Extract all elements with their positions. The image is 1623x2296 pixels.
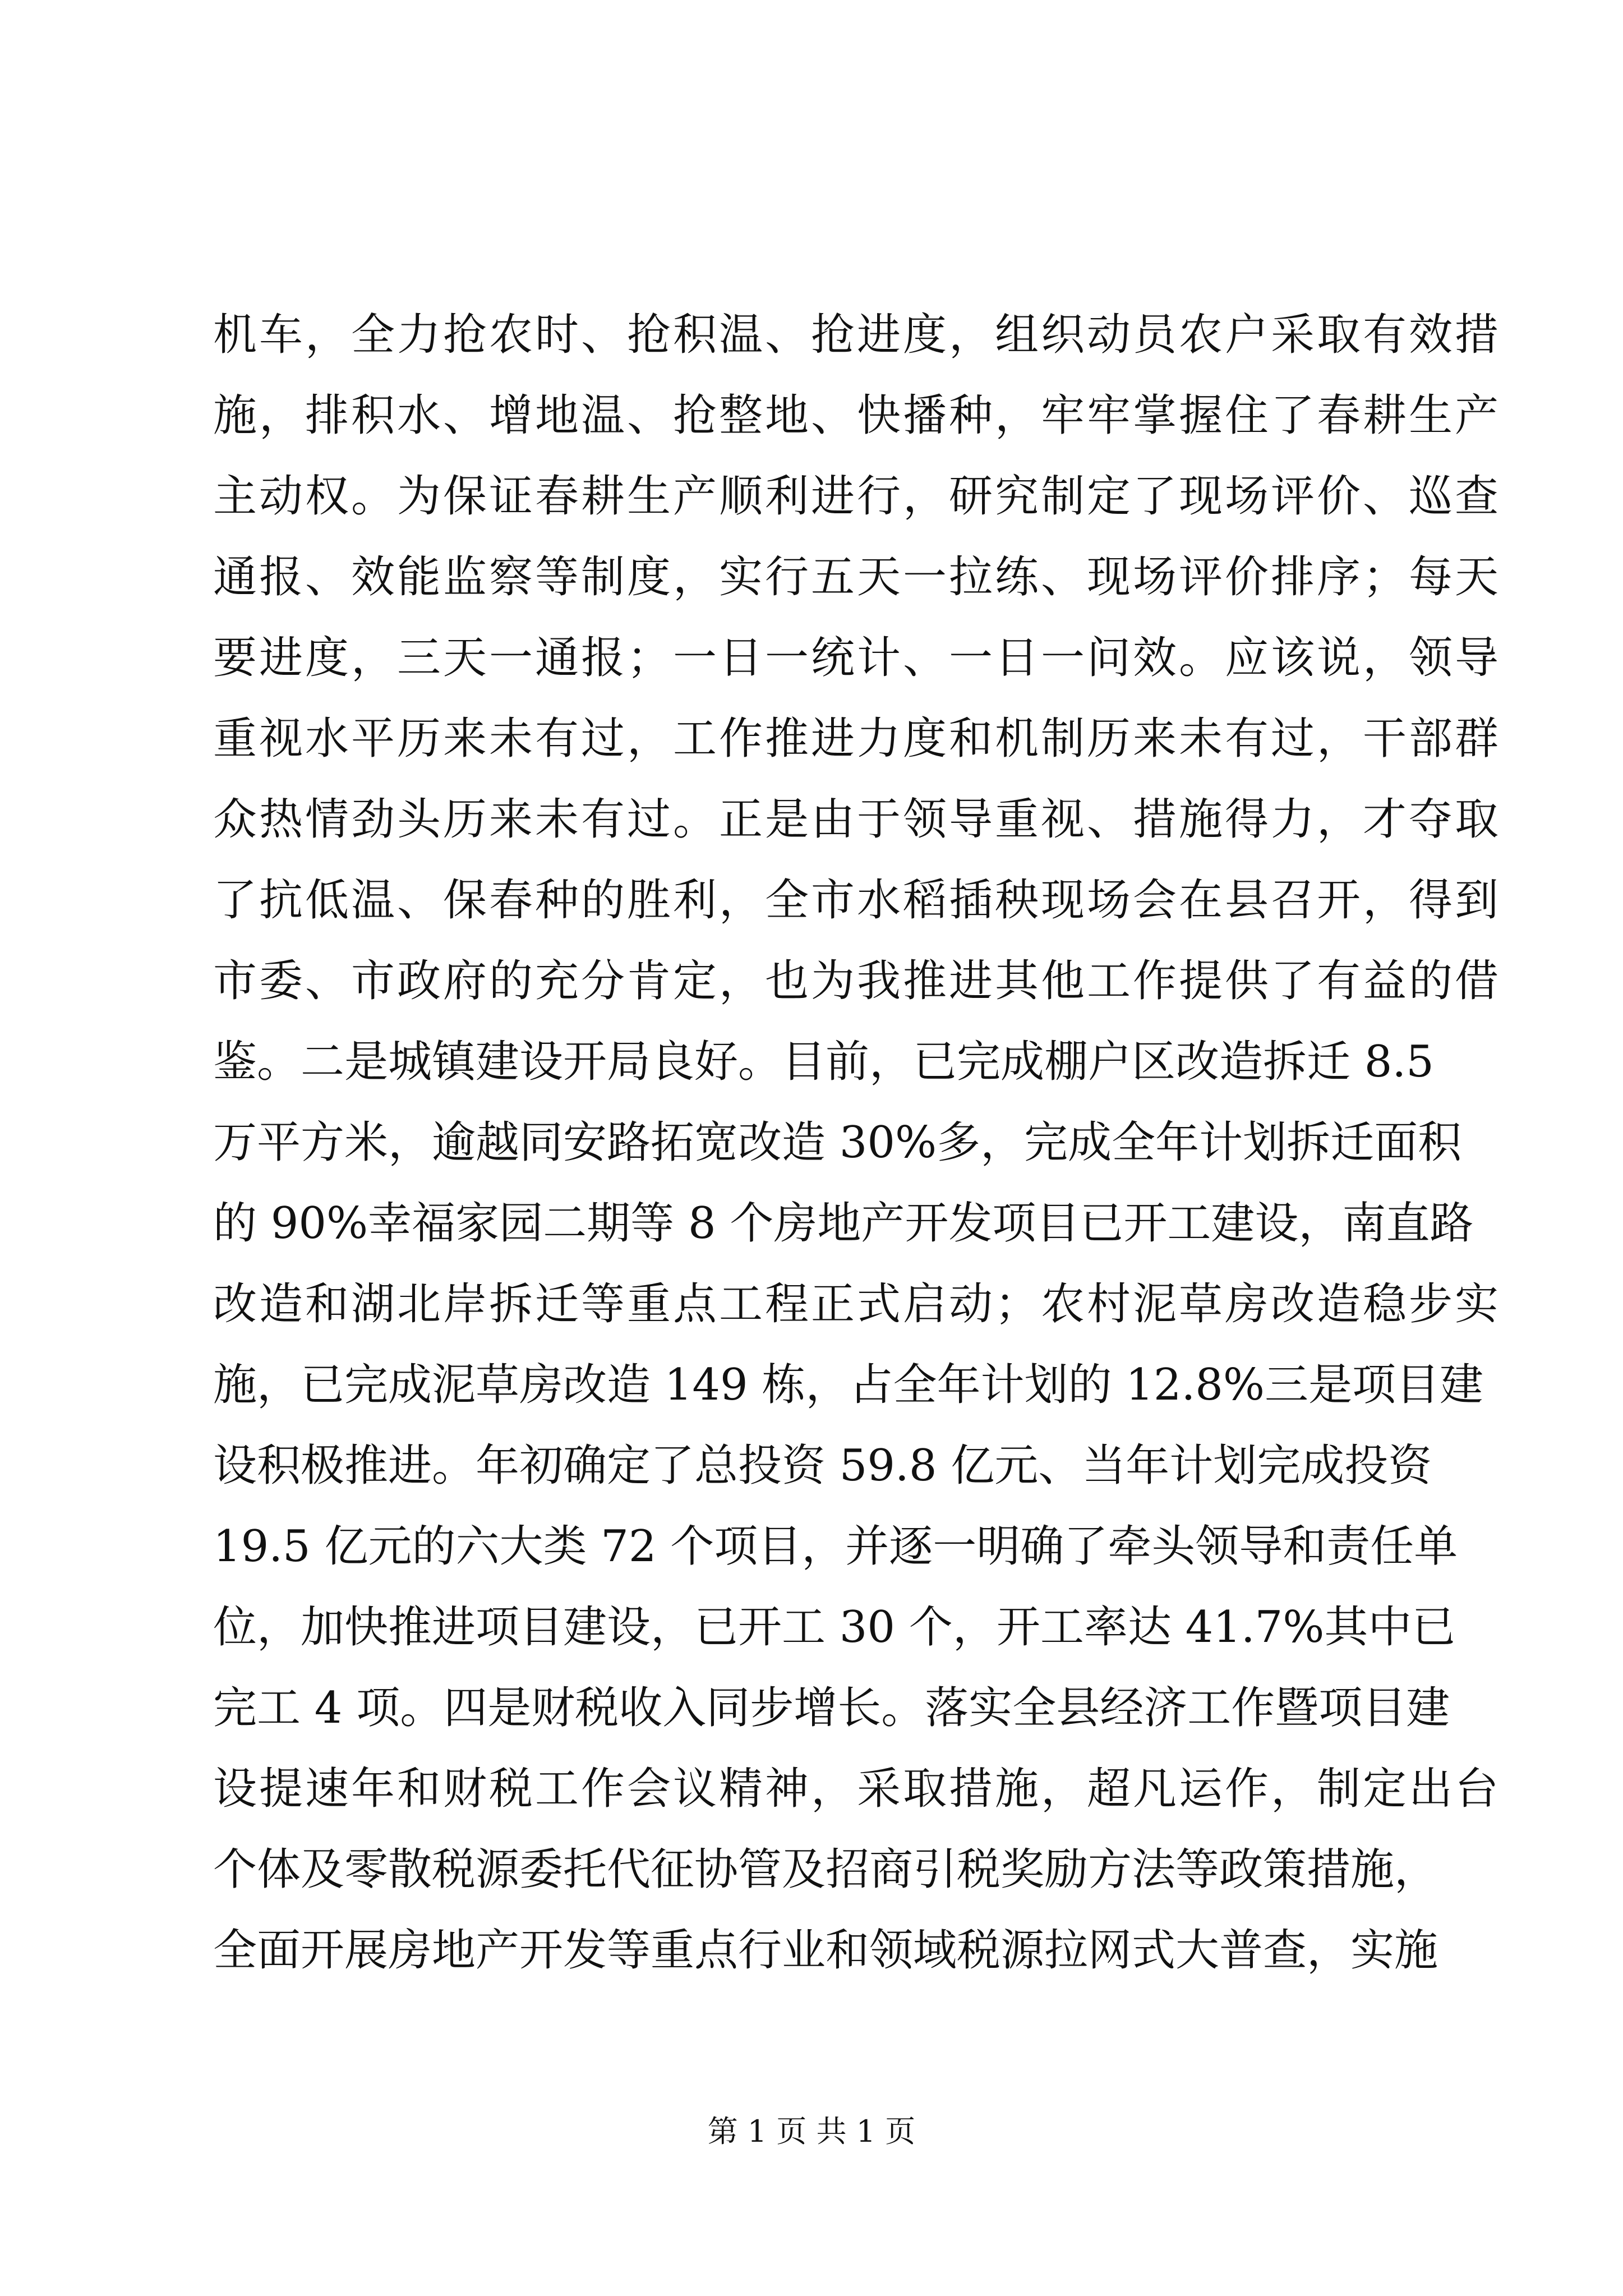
text-line: 设积极推进。年初确定了总投资 59.8 亿元、当年计划完成投资 (213, 1441, 1432, 1491)
text-line: 完工 4 项。四是财税收入同步增长。落实全县经济工作暨项目建 (213, 1683, 1450, 1733)
text-line: 位，加快推进项目建设，已开工 30 个，开工率达 41.7%其中已 (213, 1602, 1456, 1653)
text-line: 施，排积水、增地温、抢整地、快播种，牢牢掌握住了春耕生产 (213, 390, 1501, 441)
text-line: 施，已完成泥草房改造 149 栋，占全年计划的 12.8%三是项目建 (213, 1360, 1484, 1410)
page-footer (0, 2112, 1623, 2151)
page-number-label: 第 1 页 共 1 页 (707, 2114, 916, 2149)
text-line: 主动权。为保证春耕生产顺利进行，研究制定了现场评价、巡查 (213, 471, 1501, 522)
text-line: 众热情劲头历来未有过。正是由于领导重视、措施得力，才夺取 (213, 794, 1501, 845)
text-line: 要进度，三天一通报；一日一统计、一日一问效。应该说，领导 (213, 633, 1501, 683)
text-line: 通报、效能监察等制度，实行五天一拉练、现场评价排序；每天 (213, 552, 1501, 602)
text-line: 机车，全力抢农时、抢积温、抢进度，组织动员农户采取有效措 (213, 310, 1501, 360)
text-line: 设提速年和财税工作会议精神，采取措施，超凡运作，制定出台 (213, 1764, 1501, 1814)
text-line: 改造和湖北岸拆迁等重点工程正式启动；农村泥草房改造稳步实 (213, 1279, 1501, 1329)
text-line: 全面开展房地产开发等重点行业和领域税源拉网式大普查，实施 (213, 1925, 1438, 1976)
text-line: 市委、市政府的充分肯定，也为我推进其他工作提供了有益的借 (213, 956, 1501, 1006)
text-line: 了抗低温、保春种的胜利，全市水稻插秧现场会在县召开，得到 (213, 875, 1501, 926)
body-text (213, 295, 1501, 1991)
text-line: 个体及零散税源委托代征协管及招商引税奖励方法等政策措施， (213, 1844, 1438, 1895)
text-line: 19.5 亿元的六大类 72 个项目，并逐一明确了牵头领导和责任单 (213, 1521, 1458, 1572)
text-line: 重视水平历来未有过，工作推进力度和机制历来未有过，干部群 (213, 714, 1501, 764)
text-line: 的 90%幸福家园二期等 8 个房地产开发项目已开工建设，南直路 (213, 1198, 1474, 1249)
text-line: 鉴。二是城镇建设开局良好。目前，已完成棚户区改造拆迁 8.5 (213, 1037, 1434, 1087)
text-line: 万平方米，逾越同安路拓宽改造 30%多，完成全年计划拆迁面积 (213, 1117, 1462, 1168)
